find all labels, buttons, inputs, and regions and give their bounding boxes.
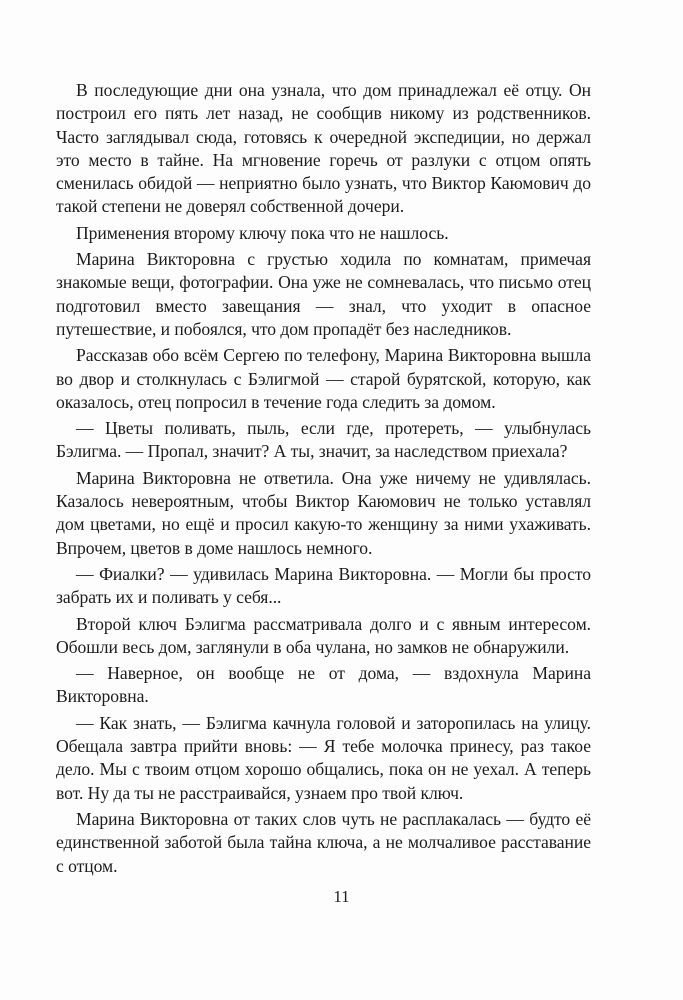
body-text <box>56 79 591 878</box>
paragraph: Марина Викторовна от таких слов чуть не расплакалась — будто её единственной заботой была тайна ключа, а не молчаливое расставание с отцом. <box>56 808 591 876</box>
paragraph: Применения второму ключу пока что не нашлось. <box>76 222 449 243</box>
paragraph: — Фиалки? — удивилась Марина Викторовна. — Могли бы просто забрать их и поливать у себя... <box>56 563 591 608</box>
paragraph: — Цветы поливать, пыль, если где, протереть, — улыбнулась Бэлигма. — Пропал, значит? А ты, значит, за наследством приехала? <box>56 418 591 462</box>
paragraph: Второй ключ Бэлигма рассматривала долго и с явным интересом. Обошли весь дом, заглянули в оба чулана, но замков не обнаружили. <box>56 613 591 657</box>
paragraph: В последующие дни она узнала, что дом принадлежал её отцу. Он построил его пять лет назад, не сообщив никому из родственников. Часто заглядывал сюда, готовясь к очередной экспедиции, но держал это место в тайне. На мгновение горечь от разлуки с отцом опять сменилась обидой — неприятно было узнать, что Виктор Каюмович до такой степени не доверял собственной дочери. <box>56 80 591 217</box>
page-number: 11 <box>333 887 350 906</box>
paragraph: Рассказав обо всём Сергею по телефону, Марина Викторовна вышла во двор и столкнулась с Бэлигмой — старой бурятской, которую, как оказалось, отец попросил в течение года следить за домом. <box>56 345 591 412</box>
paragraph: — Как знать, — Бэлигма качнула головой и заторопилась на улицу. Обещала завтра прийти вновь: — Я тебе молочка принесу, раз такое дело. Мы с твоим отцом хорошо общались, пока он не уехал. А теперь вот. Ну да ты не расстраивайся, узнаем про твой ключ. <box>56 712 591 803</box>
paragraph: Марина Викторовна с грустью ходила по комнатам, примечая знакомые вещи, фотографии. Она уже не сомневалась, что письмо отец подготовил вместо завещания — знал, что уходит в опасное путешествие, и побоялся, что дом пропадёт без наследников. <box>56 249 591 339</box>
paragraph: Марина Викторовна не ответила. Она уже ничему не удивлялась. Казалось невероятным, чтобы Виктор Каюмович не только уставлял дом цветами, но ещё и просил какую-то женщину за ними ухаживать. Впрочем, цветов в доме нашлось немного. <box>56 467 591 558</box>
paragraph: — Наверное, он вообще не от дома, — вздохнула Марина Викторовна. <box>56 663 591 707</box>
